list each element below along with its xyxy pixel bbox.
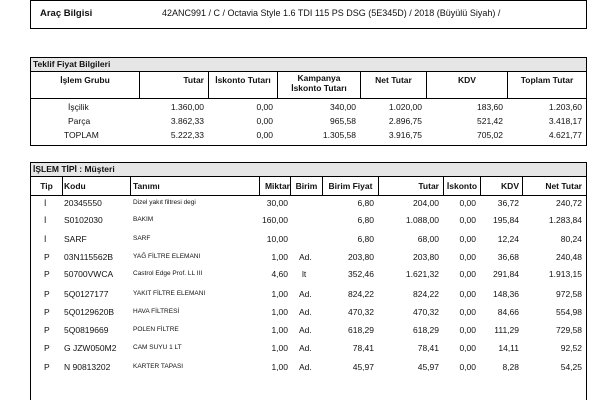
- col-tutar: Tutar: [418, 181, 439, 191]
- item-tip: P: [44, 269, 50, 279]
- col-tanimi: Tanımı: [133, 181, 160, 191]
- item-tanim: BAKIM: [133, 216, 154, 223]
- item-birim-fiyat: 352,46: [348, 269, 374, 279]
- item-tanim: Dizel yakıt filtresi degi: [133, 199, 196, 206]
- item-iskonto: 0,00: [459, 269, 476, 279]
- offer-toplam: 4.621,77: [548, 130, 582, 140]
- item-tanim: YAKIT FİLTRE ELEMANI: [133, 290, 206, 297]
- item-iskonto: 0,00: [459, 325, 476, 335]
- item-net: 240,48: [556, 252, 582, 262]
- item-tip: P: [44, 362, 50, 372]
- item-iskonto: 0,00: [459, 289, 476, 299]
- item-iskonto: 0,00: [459, 198, 476, 208]
- offer-kampanya: 965,58: [330, 116, 356, 126]
- item-net: 80,24: [560, 234, 582, 244]
- item-tip: İ: [44, 234, 47, 244]
- item-net: 54,25: [560, 362, 582, 372]
- item-net: 240,72: [556, 198, 582, 208]
- offer-title-bar: [30, 57, 586, 71]
- col-kdv: KDV: [501, 181, 519, 191]
- item-birim: Ad.: [299, 325, 312, 335]
- item-kdv: 8,28: [502, 362, 519, 372]
- item-tutar: 470,32: [413, 307, 439, 317]
- item-tanim: POLEN FİLTRE: [133, 326, 179, 333]
- offer-kampanya: 340,00: [330, 102, 356, 112]
- offer-tutar: 3.862,33: [170, 116, 204, 126]
- col-kampanya: Kampanya İskonto Tutarı: [291, 73, 347, 93]
- item-tutar: 824,22: [413, 289, 439, 299]
- col-islem-grubu: İşlem Grubu: [60, 75, 110, 85]
- col-miktar: Miktar: [264, 181, 290, 191]
- item-tip: P: [44, 325, 50, 335]
- item-net: 1.913,15: [548, 269, 582, 279]
- item-tanim: SARF: [133, 235, 151, 242]
- col-net-tutar: Net Tutar: [545, 181, 582, 191]
- col-net-tutar: Net Tutar: [375, 75, 412, 85]
- item-kdv: 14,11: [498, 343, 519, 353]
- offer-net: 3.916,75: [388, 130, 422, 140]
- item-tutar: 68,00: [417, 234, 439, 244]
- offer-group: TOPLAM: [64, 130, 99, 140]
- offer-tutar: 1.360,00: [170, 102, 204, 112]
- item-kodu: SARF: [64, 234, 87, 244]
- item-birim-fiyat: 6,80: [357, 215, 374, 225]
- item-birim-fiyat: 6,80: [357, 234, 374, 244]
- offer-iskonto: 0,00: [256, 130, 273, 140]
- item-kodu: 50700VWCA: [64, 269, 114, 279]
- col-kdv: KDV: [458, 75, 476, 85]
- item-birim: Ad.: [299, 343, 312, 353]
- item-tanim: CAM SUYU 1 LT: [133, 344, 182, 351]
- item-kdv: 195,84: [493, 215, 519, 225]
- item-kodu: 5Q0819669: [64, 325, 109, 335]
- item-kodu: 03N115562B: [64, 252, 113, 262]
- item-birim: Ad.: [299, 252, 312, 262]
- item-kdv: 12,24: [497, 234, 519, 244]
- item-kdv: 111,29: [494, 325, 519, 335]
- item-miktar: 1,00: [271, 252, 288, 262]
- offer-tutar: 5.222,33: [170, 130, 204, 140]
- offer-net: 1.020,00: [388, 102, 422, 112]
- item-tutar: 618,29: [413, 325, 439, 335]
- item-miktar: 1,00: [271, 362, 288, 372]
- item-tanim: KARTER TAPASI: [133, 363, 184, 370]
- offer-group: Parça: [68, 116, 91, 126]
- item-birim: Ad.: [299, 362, 312, 372]
- offer-title: Teklif Fiyat Bilgileri: [33, 59, 111, 69]
- item-miktar: 160,00: [262, 215, 288, 225]
- item-kdv: 84,66: [497, 307, 519, 317]
- offer-iskonto: 0,00: [256, 116, 273, 126]
- item-tanim: HAVA FİLTRESİ: [133, 308, 180, 315]
- item-kdv: 36,72: [497, 198, 519, 208]
- item-kodu: G JZW050M2: [64, 343, 117, 353]
- col-tip: Tip: [40, 181, 53, 191]
- item-tip: P: [44, 307, 50, 317]
- item-kodu: 20345550: [64, 198, 102, 208]
- item-net: 92,52: [560, 343, 582, 353]
- item-miktar: 30,00: [266, 198, 288, 208]
- item-miktar: 1,00: [271, 343, 288, 353]
- items-title: İŞLEM TİPİ : Müşteri: [33, 164, 115, 174]
- item-tip: İ: [44, 198, 47, 208]
- vehicle-value: 42ANC991 / C / Octavia Style 1.6 TDI 115 PS DSG (5E345D) / 2018 (Büyülü Siyah) /: [162, 8, 501, 18]
- item-tip: P: [44, 289, 50, 299]
- item-tutar: 204,00: [413, 198, 439, 208]
- col-kodu: Kodu: [64, 181, 86, 191]
- item-miktar: 1,00: [271, 307, 288, 317]
- item-net: 729,58: [556, 325, 582, 335]
- vehicle-label: Araç Bilgisi: [40, 8, 93, 19]
- item-net: 1.283,84: [548, 215, 582, 225]
- item-tutar: 203,80: [413, 252, 439, 262]
- offer-net: 2.896,75: [388, 116, 422, 126]
- item-birim-fiyat: 6,80: [357, 198, 374, 208]
- col-toplam-tutar: Toplam Tutar: [520, 75, 574, 85]
- item-kodu: 5Q0129620B: [64, 307, 115, 317]
- item-iskonto: 0,00: [459, 215, 476, 225]
- item-miktar: 4,60: [271, 269, 288, 279]
- item-tutar: 78,41: [417, 343, 439, 353]
- item-net: 554,98: [556, 307, 582, 317]
- item-tutar: 1.621,32: [405, 269, 439, 279]
- col-tutar: Tutar: [183, 75, 204, 85]
- offer-kdv: 705,02: [477, 130, 503, 140]
- offer-toplam: 3.418,17: [548, 116, 582, 126]
- item-tip: P: [44, 252, 50, 262]
- item-kdv: 148,36: [493, 289, 519, 299]
- item-kodu: S0102030: [64, 215, 103, 225]
- item-tanim: YAĞ FİLTRE ELEMANI: [133, 253, 201, 260]
- item-birim: Ad.: [299, 289, 312, 299]
- item-miktar: 1,00: [271, 325, 288, 335]
- item-miktar: 10,00: [266, 234, 288, 244]
- item-birim-fiyat: 78,41: [352, 343, 374, 353]
- offer-iskonto: 0,00: [256, 102, 273, 112]
- item-iskonto: 0,00: [459, 362, 476, 372]
- item-tutar: 1.088,00: [405, 215, 439, 225]
- item-birim-fiyat: 45,97: [352, 362, 374, 372]
- item-tanim: Castrol Edge Prof. LL III: [133, 270, 203, 277]
- item-kdv: 291,84: [493, 269, 519, 279]
- item-tip: P: [44, 343, 50, 353]
- item-birim-fiyat: 824,22: [348, 289, 374, 299]
- item-miktar: 1,00: [271, 289, 288, 299]
- item-kdv: 36,68: [497, 252, 519, 262]
- offer-group: İşçilik: [68, 102, 89, 112]
- offer-kdv: 183,60: [477, 102, 503, 112]
- item-birim-fiyat: 470,32: [348, 307, 374, 317]
- item-tip: İ: [44, 215, 47, 225]
- col-birim-fiyat: Birim Fiyat: [328, 181, 373, 191]
- col-iskonto-tutari: İskonto Tutarı: [215, 75, 271, 85]
- item-tutar: 45,97: [417, 362, 439, 372]
- item-birim-fiyat: 618,29: [348, 325, 374, 335]
- item-iskonto: 0,00: [459, 307, 476, 317]
- item-iskonto: 0,00: [459, 252, 476, 262]
- item-kodu: 5Q0127177: [64, 289, 109, 299]
- col-iskonto: İskonto: [446, 181, 478, 191]
- item-birim: Ad.: [299, 307, 312, 317]
- item-birim: lt: [302, 269, 307, 279]
- item-net: 972,58: [556, 289, 582, 299]
- col-birim: Birim: [295, 181, 318, 191]
- offer-toplam: 1.203,60: [548, 102, 582, 112]
- item-iskonto: 0,00: [459, 234, 476, 244]
- offer-kampanya: 1.305,58: [322, 130, 356, 140]
- offer-kdv: 521,42: [477, 116, 503, 126]
- item-kodu: N 90813202: [64, 362, 111, 372]
- item-iskonto: 0,00: [459, 343, 476, 353]
- item-birim-fiyat: 203,80: [348, 252, 374, 262]
